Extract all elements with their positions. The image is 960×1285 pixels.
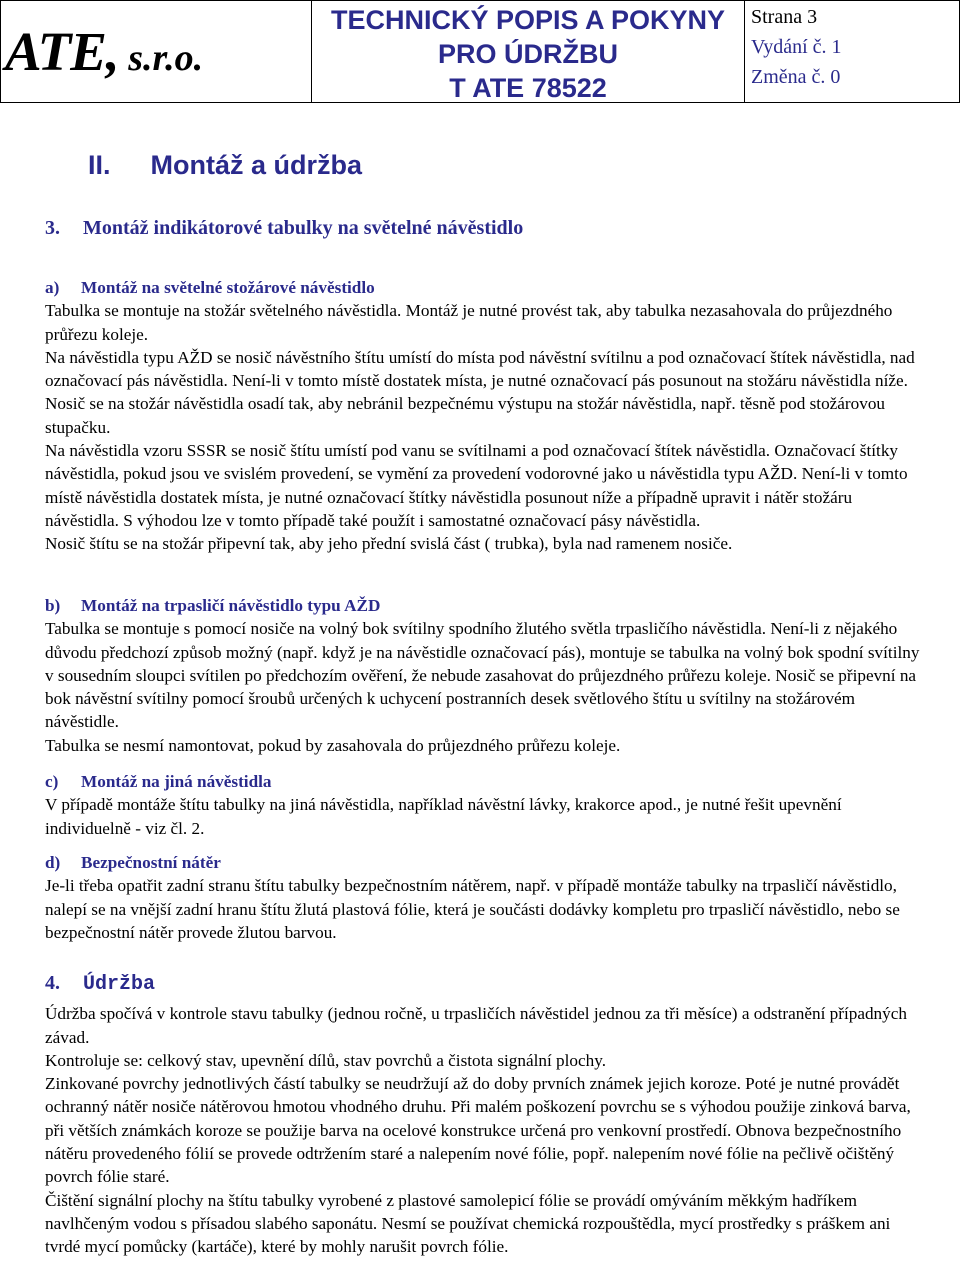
section-3-number: 3. — [45, 217, 60, 239]
subsection-a-title: Montáž na světelné stožárové návěstidlo — [81, 278, 375, 297]
subsection-c-heading — [45, 770, 925, 793]
subsection-a-heading — [45, 276, 925, 299]
paragraph: Na návěstidla vzoru SSSR se nosič štítu umístí pod vanu se svítilnami a pod označovací štítek návěstidla. Označovací štítky návěstidla, pokud jsou ve svislém provedení, se vymění za provedení vodorovné jako u návěstidla typu AŽD. Není-li v tomto místě návěstidla dostatek místa, je nutné označovací štítky návěstidla posunout níže a případně upravit i nátěr stožáru návěstidla. S výhodou lze v tomto případě také použít i samostatné označovací pásy návěstidla. — [45, 441, 908, 530]
paragraph: Na návěstidla typu AŽD se nosič návěstního štítu umístí do místa pod návěstní svítilnu a pod označovací štítek návěstidla, nad označovací pás návěstidla. Není-li v tomto místě dostatek místa, je nutné označovací pás posunout na stožáru návěstidla níže. Nosič se na stožár návěstidla osadí tak, aby nebránil bezpečnému výstupu na stožár návěstidla, např. těsně pod stožárovou stupačku. — [45, 347, 915, 437]
company-name: ATE, — [5, 21, 119, 82]
section-4-title: Údržba — [83, 973, 156, 996]
subsection-d — [45, 851, 925, 944]
subsection-d-label: d) — [45, 853, 61, 872]
subsection-c-label: c) — [45, 772, 59, 791]
company-logo — [5, 21, 204, 82]
section-4-heading — [45, 972, 925, 996]
subsection-c-title: Montáž na jiná návěstidla — [81, 772, 272, 791]
chapter-number: II. — [88, 150, 111, 180]
chapter-title: Montáž a údržba — [150, 150, 363, 180]
subsection-b — [45, 594, 925, 757]
document-title-cell — [312, 1, 745, 102]
chapter-heading — [88, 150, 362, 181]
title-line-1: TECHNICKÝ POPIS A POKYNY — [330, 5, 726, 35]
company-suffix: s.r.o. — [118, 37, 204, 79]
subsection-b-heading — [45, 594, 925, 617]
section-3-title: Montáž indikátorové tabulky na světelné návěstidlo — [83, 217, 524, 239]
paragraph: Nosič štítu se na stožár připevní tak, aby jeho přední svislá část ( trubka), byla nad ramenem nosiče. — [45, 534, 733, 554]
paragraph: Kontroluje se: celkový stav, upevnění dílů, stav povrchů a čistota signální plochy. — [45, 1050, 607, 1070]
section-4-number: 4. — [45, 972, 60, 994]
page-number: Strana 3 — [751, 6, 818, 28]
subsection-a — [45, 276, 925, 556]
paragraph: Tabulka se montuje s pomocí nosiče na volný bok svítilny spodního žlutého světla trpasličího návěstidla. Není-li z nějakého důvodu předchozí způsob možný (např. když je na návěstidle označovací pás), montuje se tabulka na volný bok spodní svítilny v sousedním sloupci svítilen po předchozím ověření, že nebude zasahovat do průjezdného průřezu koleje. Nosič se připevní na bok návěstní svítilny pomocí šroubů určených k uchycení postranních desek světlového štítu u svítilny na stožárovém návěstidle. — [45, 619, 920, 732]
document-meta-cell — [745, 1, 959, 102]
subsection-b-label: b) — [45, 596, 61, 615]
section-3-heading — [45, 217, 925, 240]
document-header — [0, 0, 960, 103]
paragraph: Zinkované povrchy jednotlivých částí tabulky se neudržují až do doby prvních známek jejich koroze. Poté je nutné provádět ochranný nátěr nosiče nátěrovou hmotou vhodného druhu. Při malém poškození povrchu se s výhodou použije zinková barva, při větších známkách koroze se použije barva na ocelové konstrukce určená pro venkovní prostředí. Obnova bezpečnostního nátěru provedeného fólií se provede odtržením staré a nalepením nové fólie, popř. nalepením nové fólie na pečlivě očištěný povrch fólie staré. — [45, 1074, 911, 1187]
section-4 — [45, 972, 925, 1259]
paragraph: Tabulka se montuje na stožár světelného návěstidla. Montáž je nutné provést tak, aby tabulka nezasahovala do průjezdného průřezu koleje. — [45, 301, 893, 344]
paragraph: Čištění signální plochy na štítu tabulky vyrobené z plastové samolepicí fólie se provádí omýváním měkkým hadříkem navlhčeným vodou s přísadou slabého saponátu. Nesmí se používat chemická rozpouštědla, mycí prostředky s práškem ani tvrdé mycí pomůcky (kartáče), které by mohly narušit povrch fólie. — [45, 1190, 891, 1257]
title-line-2: PRO ÚDRŽBU — [438, 39, 618, 69]
subsection-b-title: Montáž na trpasličí návěstidlo typu AŽD — [81, 596, 381, 615]
title-line-3: T ATE 78522 — [449, 73, 607, 103]
subsection-a-label: a) — [45, 278, 60, 297]
change-number: Změna č. 0 — [751, 66, 841, 88]
company-cell — [1, 1, 312, 102]
paragraph: Tabulka se nesmí namontovat, pokud by zasahovala do průjezdného průřezu koleje. — [45, 735, 621, 755]
paragraph: V případě montáže štítu tabulky na jiná návěstidla, například návěstní lávky, krakorce apod., je nutné řešit upevnění individuelně - viz čl. 2. — [45, 795, 842, 838]
paragraph: Údržba spočívá v kontrole stavu tabulky (jednou ročně, u trpasličích návěstidel jednou za tři měsíce) a odstranění případných závad. — [45, 1004, 907, 1047]
subsection-c — [45, 770, 925, 840]
edition-number: Vydání č. 1 — [751, 36, 842, 58]
subsection-d-title: Bezpečnostní nátěr — [81, 853, 221, 872]
subsection-d-heading — [45, 851, 925, 874]
paragraph: Je-li třeba opatřit zadní stranu štítu tabulky bezpečnostním nátěrem, např. v případě montáže tabulky na trpasličí návěstidlo, nalepí se na vnější zadní hranu štítu žlutá plastová fólie, která je součásti dodávky kompletu pro trpasličí návěstidlo, nebo se bezpečnostní nátěr provede žlutou barvou. — [45, 876, 900, 942]
